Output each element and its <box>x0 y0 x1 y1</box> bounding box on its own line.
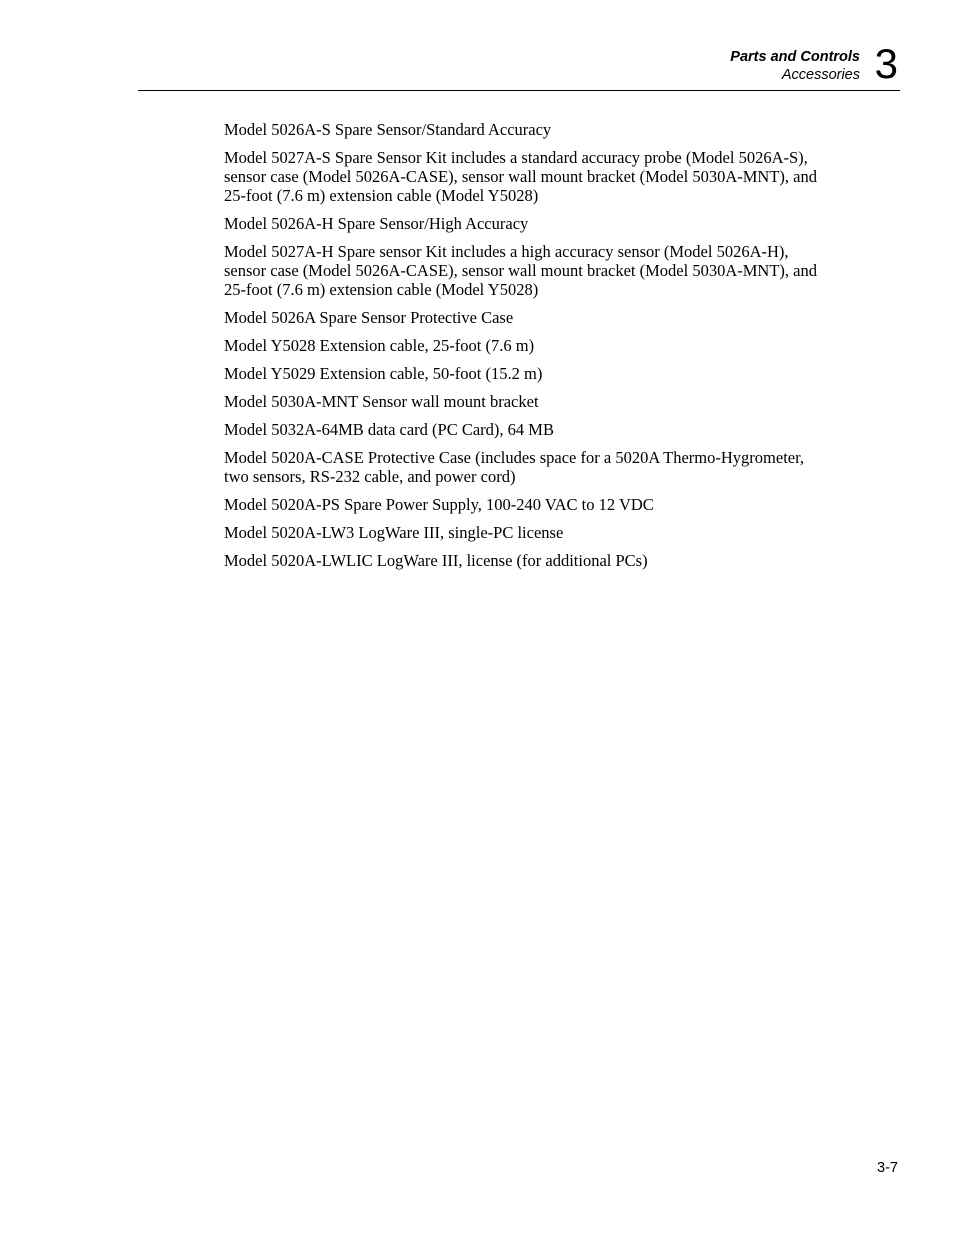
list-item: Model 5020A-LWLIC LogWare III, license (for additional PCs) <box>224 551 648 570</box>
list-item: Model 5027A-S Spare Sensor Kit includes a standard accuracy probe (Model 5026A-S), sensor case (Model 5026A-CASE), sensor wall mount bracket (Model 5030A-MNT), and 25-foot (7.6 m) extension cable (Model Y5028) <box>224 148 817 205</box>
section-subtitle: Accessories <box>781 67 860 83</box>
list-item: Model 5026A-S Spare Sensor/Standard Accuracy <box>224 120 552 139</box>
page-header <box>138 40 900 91</box>
chapter-number: 3 <box>874 40 898 87</box>
list-item: Model 5026A-H Spare Sensor/High Accuracy <box>224 214 529 233</box>
list-item: Model Y5028 Extension cable, 25-foot (7.6 m) <box>224 336 535 355</box>
list-item: Model Y5029 Extension cable, 50-foot (15.2 m) <box>224 364 543 383</box>
list-item: Model 5027A-H Spare sensor Kit includes a high accuracy sensor (Model 5026A-H), sensor case (Model 5026A-CASE), sensor wall mount bracket (Model 5030A-MNT), and 25-foot (7.6 m) extension cable (Model Y5028) <box>224 242 817 299</box>
page-number: 3-7 <box>877 1160 898 1176</box>
list-item: Model 5026A Spare Sensor Protective Case <box>224 308 514 327</box>
list-item: Model 5020A-PS Spare Power Supply, 100-240 VAC to 12 VDC <box>224 495 654 514</box>
list-item: Model 5032A-64MB data card (PC Card), 64 MB <box>224 420 554 439</box>
list-item: Model 5020A-LW3 LogWare III, single-PC license <box>224 523 564 542</box>
list-item: Model 5030A-MNT Sensor wall mount bracket <box>224 392 539 411</box>
accessories-list <box>224 120 824 579</box>
header-text-block <box>730 48 860 84</box>
section-title: Parts and Controls <box>730 49 860 65</box>
list-item: Model 5020A-CASE Protective Case (includes space for a 5020A Thermo-Hygrometer, two sensors, RS-232 cable, and power cord) <box>224 448 805 486</box>
